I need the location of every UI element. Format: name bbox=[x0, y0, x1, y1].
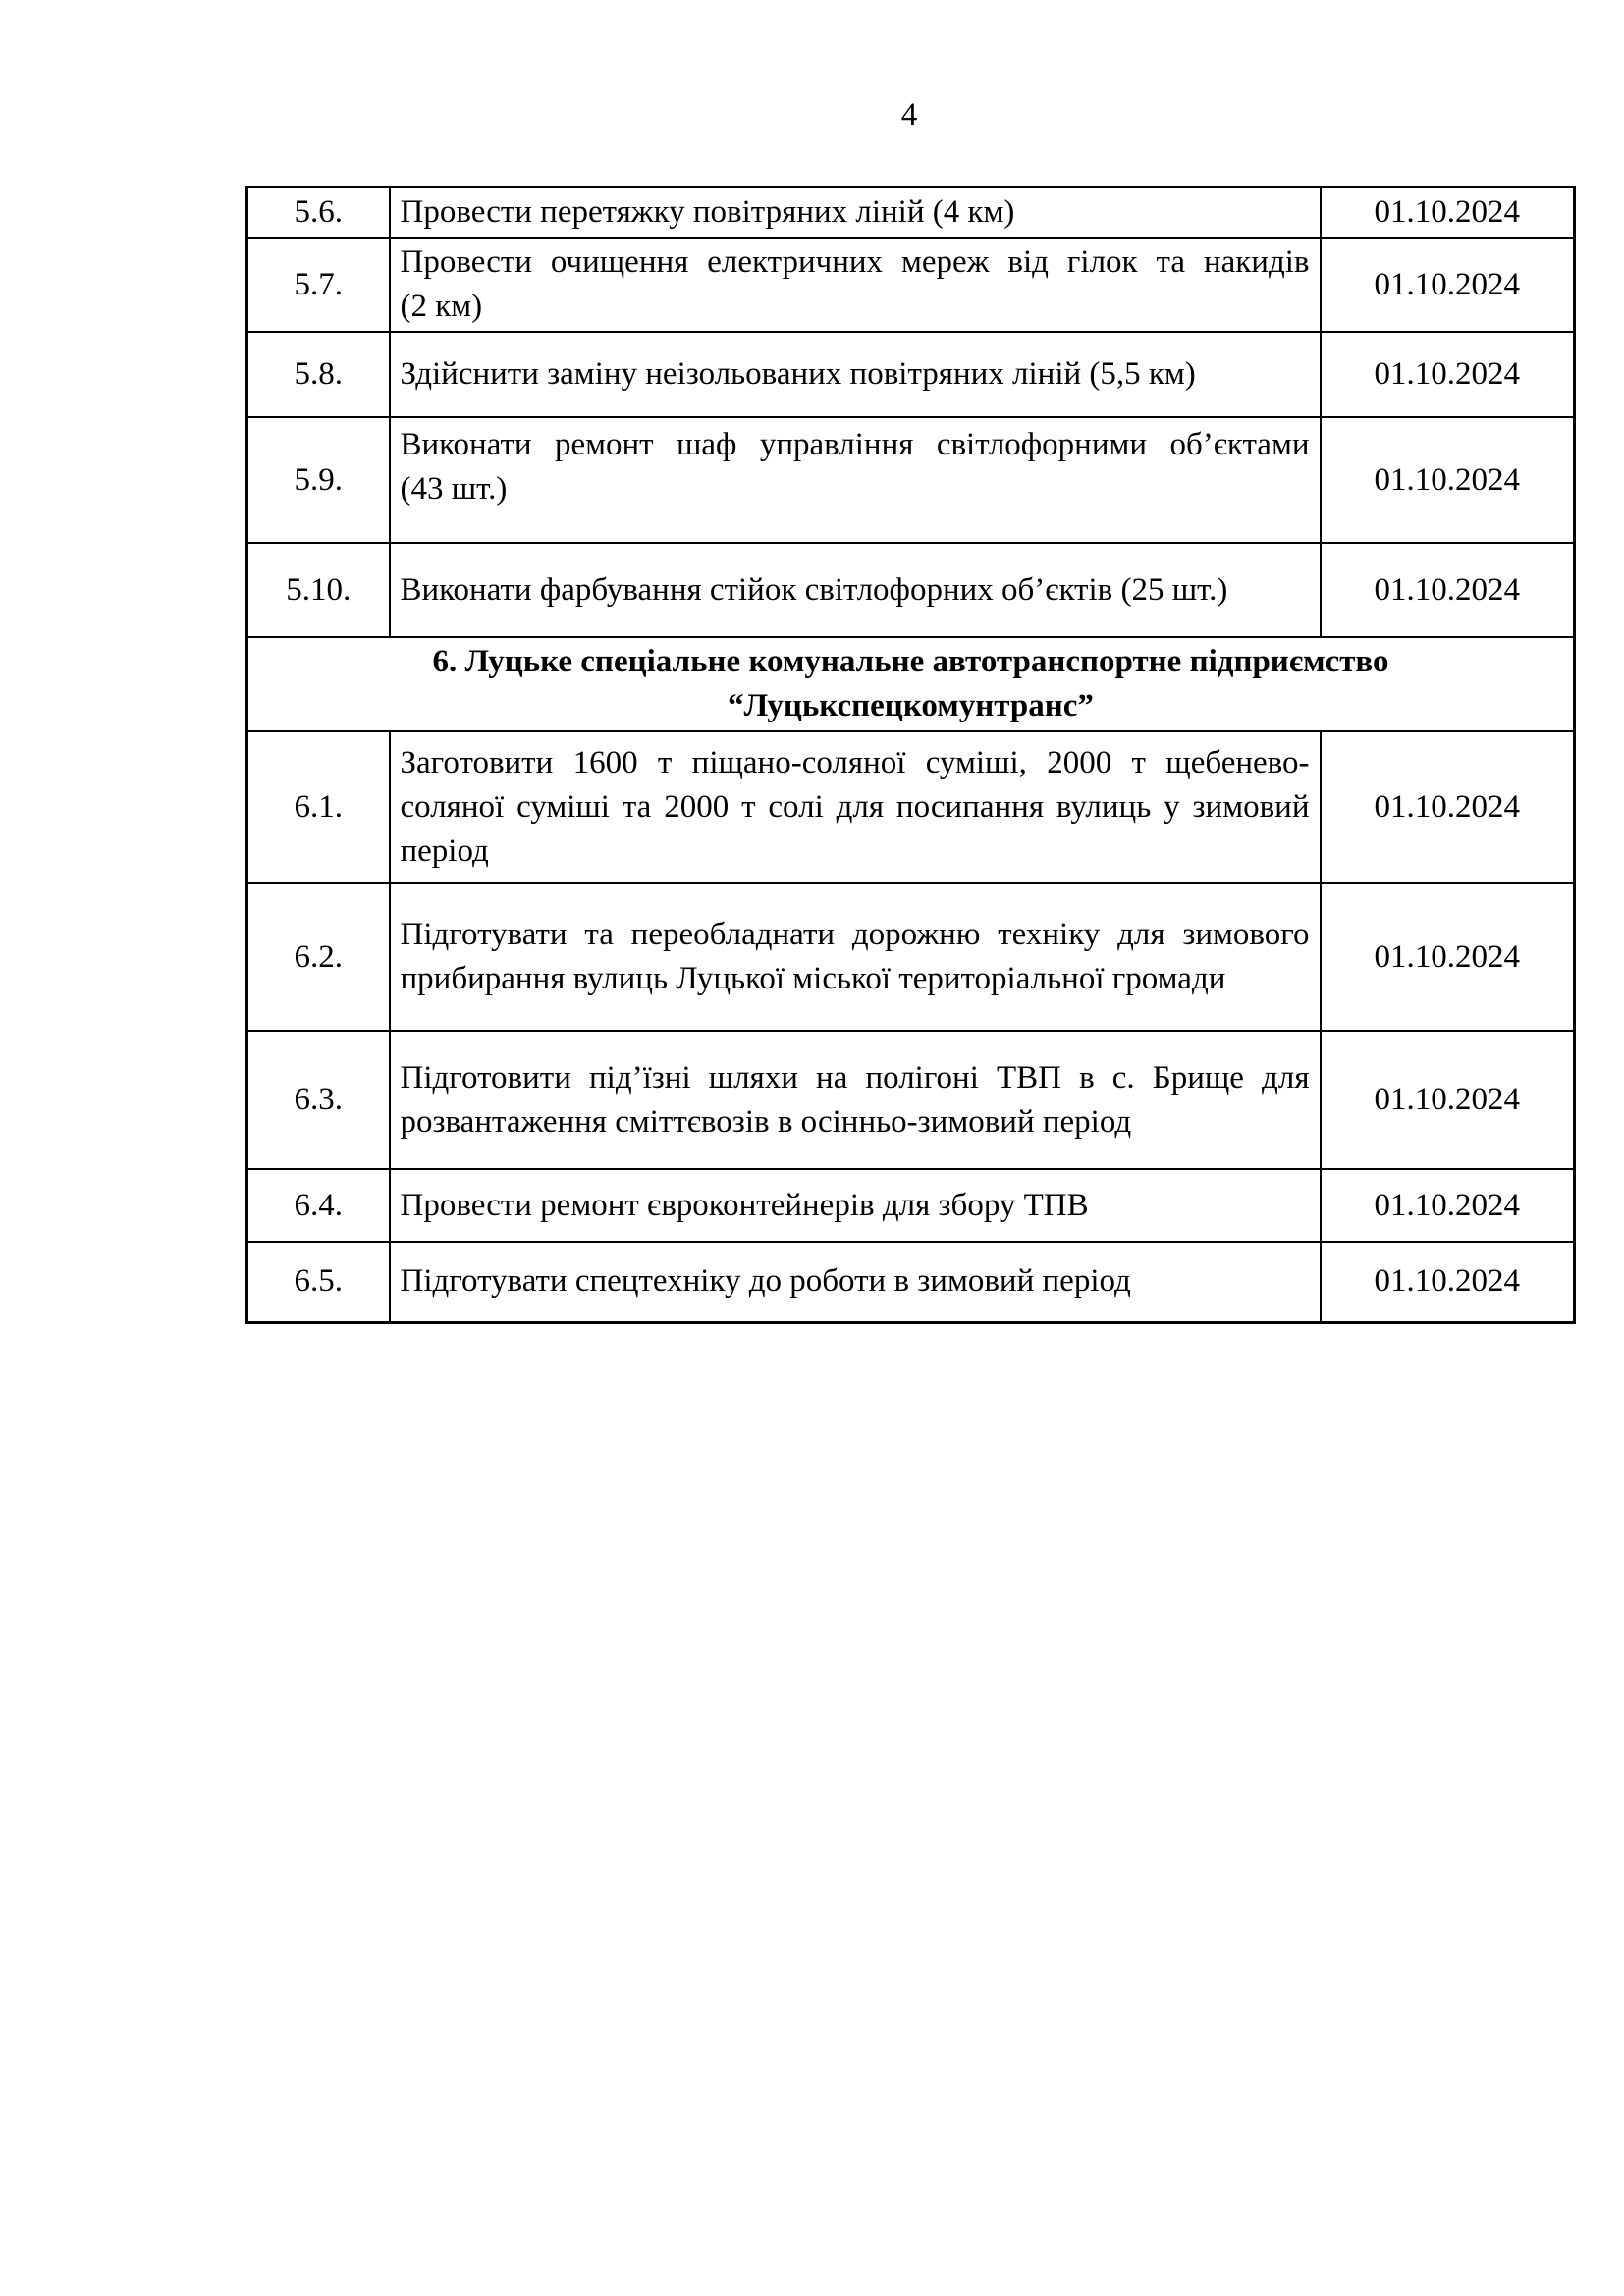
row-date-cell: 01.10.2024 bbox=[1321, 1031, 1575, 1169]
row-number-cell: 6.3. bbox=[247, 1031, 390, 1169]
row-number-cell: 5.10. bbox=[247, 543, 390, 637]
row-task-cell: Провести очищення електричних мереж від гілок та накидів (2 км) bbox=[390, 238, 1321, 332]
table-row bbox=[247, 238, 1575, 332]
row-number-cell: 5.7. bbox=[247, 238, 390, 332]
row-task-cell: Провести ремонт євроконтейнерів для збору ТПВ bbox=[390, 1169, 1321, 1242]
page-number: 4 bbox=[900, 97, 918, 133]
row-number-cell: 6.5. bbox=[247, 1242, 390, 1322]
table-row bbox=[247, 1031, 1575, 1169]
row-task-cell: Провести перетяжку повітряних ліній (4 км) bbox=[390, 187, 1321, 239]
tasks-table bbox=[245, 186, 1576, 1324]
section-header-row bbox=[247, 637, 1575, 731]
section-header-line1: 6. Луцьке спеціальне комунальне автотранспортне підприємство bbox=[432, 644, 1389, 679]
section-header-cell bbox=[247, 637, 1575, 731]
row-task-cell: Підготувати та переобладнати дорожню техніку для зимового прибирання вулиць Луцької міської територіальної громади bbox=[390, 883, 1321, 1031]
table-row bbox=[247, 1169, 1575, 1242]
row-task-cell: Здійснити заміну неізольованих повітряних ліній (5,5 км) bbox=[390, 332, 1321, 417]
row-date-cell: 01.10.2024 bbox=[1321, 1169, 1575, 1242]
row-date-cell: 01.10.2024 bbox=[1321, 883, 1575, 1031]
row-number-cell: 5.9. bbox=[247, 417, 390, 543]
row-task-cell: Підготувати спецтехніку до роботи в зимовий період bbox=[390, 1242, 1321, 1322]
row-number-cell: 5.6. bbox=[247, 187, 390, 239]
row-date-cell: 01.10.2024 bbox=[1321, 731, 1575, 883]
row-number-cell: 6.4. bbox=[247, 1169, 390, 1242]
row-date-cell: 01.10.2024 bbox=[1321, 187, 1575, 239]
row-task-cell: Виконати ремонт шаф управління світлофорними об’єктами (43 шт.) bbox=[390, 417, 1321, 543]
row-date-cell: 01.10.2024 bbox=[1321, 1242, 1575, 1322]
row-date-cell: 01.10.2024 bbox=[1321, 238, 1575, 332]
row-date-cell: 01.10.2024 bbox=[1321, 417, 1575, 543]
row-task-cell: Виконати фарбування стійок світлофорних об’єктів (25 шт.) bbox=[390, 543, 1321, 637]
table-row bbox=[247, 731, 1575, 883]
row-date-cell: 01.10.2024 bbox=[1321, 332, 1575, 417]
row-number-cell: 6.1. bbox=[247, 731, 390, 883]
table-row bbox=[247, 417, 1575, 543]
table-row bbox=[247, 187, 1575, 239]
table-row bbox=[247, 332, 1575, 417]
table-row bbox=[247, 1242, 1575, 1322]
row-task-cell: Підготовити під’їзні шляхи на полігоні ТВП в с. Брище для розвантаження сміттєвозів в осінньо-зимовий період bbox=[390, 1031, 1321, 1169]
row-number-cell: 5.8. bbox=[247, 332, 390, 417]
row-date-cell: 01.10.2024 bbox=[1321, 543, 1575, 637]
table-row bbox=[247, 543, 1575, 637]
table-row bbox=[247, 883, 1575, 1031]
row-number-cell: 6.2. bbox=[247, 883, 390, 1031]
row-task-cell: Заготовити 1600 т піщано-соляної суміші, 2000 т щебенево-соляної суміші та 2000 т солі для посипання вулиць у зимовий період bbox=[390, 731, 1321, 883]
section-header-line2: “Луцькспецкомунтранс” bbox=[728, 688, 1094, 723]
